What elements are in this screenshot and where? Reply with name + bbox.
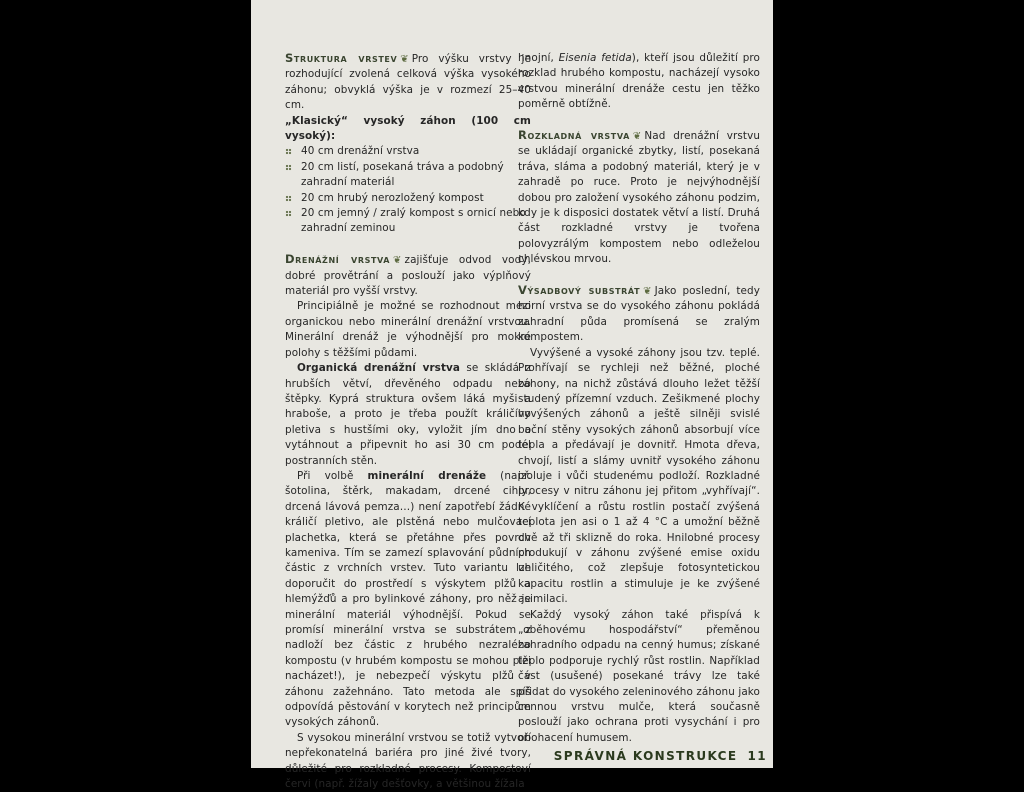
bullet-icon — [285, 210, 292, 217]
running-footer — [554, 749, 767, 763]
paragraph: hnojní, Eisenia fetida), kteří jsou důležití pro rozklad hrubého kompostu, nacházejí vysoko vrstvou minerální drenáže cestu jen těžko poměrně obtížně. — [518, 52, 761, 111]
ornament-icon: ❦ — [643, 286, 652, 298]
paragraph: Každý vysoký záhon také přispívá k „oběhovému hospodářství“ přeměnou zahradního odpadu na cenný humus; získané teplo podporuje rychlý růst rostlin. Například část (usušené) posekané trávy lze také přidat do vysokého zeleninového záhonu jako cennou vrstvu mulče, která současně poslouží jako ochrana proti vysychání i pro obohacení humusem. — [518, 608, 760, 744]
section-planting-substrate — [518, 283, 760, 746]
bullet-icon — [285, 195, 292, 202]
section-layer-structure — [285, 51, 531, 237]
book-page — [251, 0, 773, 791]
section-heading: Rozkladná vrstva — [518, 128, 630, 143]
paragraph: Při volbě minerální drenáže (např. šotolina, štěrk, makadam, drcené cihly, drcená lávová pemza…) není zapotřebí žádné králičí pletivo, ale plstěná nebo mulčovací plachetka, která se přetáhne přes povrch kameniva. Tím se zamezí splavování půdních částic z vrchních vrstev. Tuto variantu lze doporučit do prostředí s výskytem plžů a hlemýžďů a pro bylinkové záhony, pro něž je minerální materiál výhodnější. Pokud se promísí minerální vrstva se substrátem z nadloží bez částic z hrubého nezralého kompostu (v hrubém kompostu se mohou plži nacházet!), je nebezpečí výskytu plžů v záhonu zažehnáno. Tato metoda ale spíš odpovídá pěstování v korytech než principům vysokých záhonů. — [285, 469, 532, 729]
paragraph: S vysokou minerální vrstvou se totiž vytvoří nepřekonatelná bariéra pro jiné živé tvory, důležité pro rozkladné procesy. Kompostoví červi (např. žížaly dešťovky, a většinou žížala — [285, 731, 531, 791]
layer-list — [285, 144, 531, 236]
decomposition-text: Rozkladná vrstva ❦ Nad drenážní vrstvu se ukládají organické zbytky, listí, posekaná tráva, sláma a podobný materiál, který je v zahradě po ruce. Proto je nejvýhodnější dobou pro založení vysokého záhonu podzim, kdy je k disposici dostatek větví a listí. Druhá část rozkladné vrstvy je tvořena polovyzrálým kompostem nebo odleželou chlévskou mrvou. — [518, 128, 760, 266]
substrate-intro: Výsadbový substrát ❦ Jako poslední, tedy horní vrstva se do vysokého záhonu pokládá zahradní půda promísená se zralým kompostem. — [518, 283, 760, 344]
left-column — [285, 0, 531, 792]
section-decomposition-layer — [518, 128, 760, 268]
section-heading: Drenážní vrstva — [285, 252, 391, 267]
classic-bed-subheading: „Klasický“ vysoký záhon (100 cm vysoký): — [285, 114, 531, 143]
ornament-icon: ❦ — [400, 54, 409, 65]
bullet-icon — [285, 148, 292, 155]
layer-structure-intro: Struktura vrstev ❦ Pro výšku vrstvy je rozhodující zvolená celková výška vysokého záhonu; obvyklá výška je v rozmezí 25–40 cm. — [285, 51, 531, 112]
right-column — [518, 0, 760, 746]
drainage-intro: Drenážní vrstva ❦ zajišťuje odvod vody, dobré provětrání a poslouží jako výplňový materiál pro vyšší vrstvy. — [285, 252, 531, 298]
list-item: 40 cm drenážní vrstva — [285, 144, 531, 159]
bullet-icon — [285, 164, 292, 171]
ornament-icon: ❦ — [632, 131, 642, 143]
list-item: 20 cm listí, posekaná tráva a podobný zahradní materiál — [285, 160, 531, 191]
ornament-icon: ❦ — [393, 255, 402, 267]
paragraph: Principiálně je možné se rozhodnout mezi organickou nebo minerální drenážní vrstvou. Minerální drenáž je výhodnější pro mokré polohy s těžšími půdami. — [285, 300, 531, 359]
section-heading: Výsadbový substrát — [518, 283, 641, 298]
paragraph: Vyvýšené a vysoké záhony jsou tzv. teplé. Prohřívají se rychleji než běžné, ploché záhony, na nichž zůstává dlouho ležet těžší studený přízemní vzduch. Zešikmené plochy vyvýšených záhonů a ještě silněji svislé boční stěny vysokých záhonů absorbují více tepla a předávají je dovnitř. Hmota dřeva, chvojí, listí a slámy uvnitř vysokého záhonu izoluje i vůči studenému podloží. Rozkladné procesy v nitru záhonu jej přitom „vyhřívají“. K vyklíčení a růstu rostlin postačí zvýšená teplota jen asi o 1 až 4 °C a umožní běžně dvě až tři sklizně do roka. Hnilobné procesy produkují v záhonu zvýšené emise oxidu uhličitého, což zlepšuje fotosyntetickou kapacitu rostlin a stimuluje je ke zvýšené asimilaci. — [518, 346, 760, 606]
continued-paragraph — [518, 51, 760, 113]
section-drainage-layer — [285, 252, 531, 792]
paragraph: Organická drenážní vrstva se skládá z hrubších větví, dřevěného odpadu nebo štěpky. Kyprá struktura ovšem láká myši a hraboše, a proto je třeba použít králičího pletiva s hustšími oky, vyložit jím dno a vytáhnout a připevnit ho asi 30 cm podél postranních stěn. — [285, 362, 531, 467]
running-head: SPRÁVNÁ KONSTRUKCE — [553, 749, 738, 763]
page-number: 11 — [747, 749, 767, 763]
list-item: 20 cm hrubý nerozložený kompost — [285, 191, 531, 206]
section-heading: Struktura vrstev — [285, 51, 398, 65]
list-item: 20 cm jemný / zralý kompost s ornicí nebo zahradní zeminou — [285, 206, 531, 237]
